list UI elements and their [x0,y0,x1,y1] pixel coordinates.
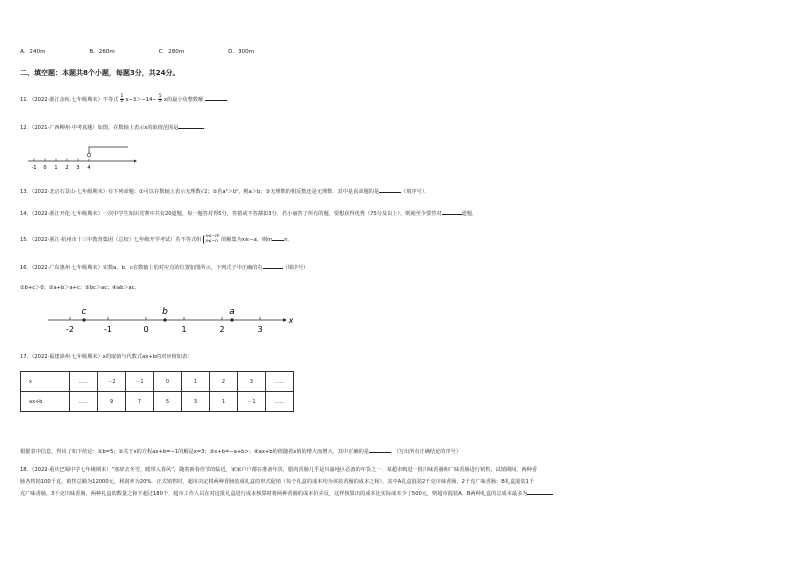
question-15: 15．（2022·浙江·杭州市十三中教育集团（总校）七年级开学考试）若不等式组 x≤−m x≤−n 的解集为x≤−a，则m n． [20,233,293,244]
question-18-line: 克广味香肠，3千克川味香肠，两种礼盒的数量之和不超过180个．超市工作人员在对这批礼盒进行成本核算时将两种香肠的成本价弄反，这样核算出的成本比实际成本少了500元，则超市混装A、B两种礼盒的总成本最多为 [20,488,772,500]
tick-label: 2 [219,325,225,334]
number-line-figure-1 [28,142,138,176]
question-17: 17．（2022·福建漳州·七年级期末）x的取值与代数式ax+b的对应值如表： [20,354,193,360]
table-cell: 0 [154,372,182,392]
tick-label: -2 [66,325,74,334]
table-cell: －2 [98,372,126,392]
section-title: 二、填空题：本题共8个小题，每题3分，共24分。 [20,69,180,77]
point-a [230,318,233,321]
table-cell: 1 [210,392,238,412]
question-18 [20,464,772,500]
table-cell: …… [266,372,294,392]
table-cell: 5 [154,392,182,412]
value-table [20,371,294,412]
question-11: 11．（2022·浙江余杭·七年级期末）不等式 $\frac{1}{2}$ x−3＞−14− $\frac{5}{2}$ x的最小负整数解 ． [20,93,233,104]
inequality-system: x≤−m x≤−n [203,235,219,244]
answer-blank[interactable] [272,234,284,241]
tick-label: 0 [43,165,47,171]
option-c: C．280m [158,49,185,55]
answer-blank[interactable] [527,488,553,495]
table-cell: …… [70,392,98,412]
point-c [82,318,85,321]
tick-label: 3 [257,325,263,334]
answer-blank[interactable] [369,446,391,453]
tick-label: 2 [65,165,69,171]
point-label-c: c [81,307,87,317]
tick-label: -1 [104,325,112,334]
answer-blank[interactable] [379,186,401,193]
question-17-conclusions: 根据表中信息，得出了如下结论：①b=5；②关于x的方程ax+b=−1的解是x=3；③x+b=−a+b>；④ax+b的值随着x值的增大而增大，其中正确的是 ．（写出所有正确结论的序号） [20,446,461,456]
tick-label: 1 [181,325,187,334]
question-14: 14．（2022·浙江开化·七年级期末）一次中学生知识竞赛中共有20道题，每一题答对得5分，答错或不答都扣3分．若小丽答了所有的题，要想获得优秀（75分及以上），则她至少要答对 道题． [20,208,477,218]
table-row [21,392,294,412]
fraction-five-halves: $\frac{5}{2}$ [158,93,162,104]
question-16-statements: ①b+c＞0；②a+b＞a+c；③bc＞ac；④ab＞ac． [20,285,140,291]
table-cell: x [21,372,70,392]
table-cell: 2 [210,372,238,392]
tick-label: 3 [76,165,80,171]
answer-blank[interactable] [205,94,227,101]
axis-label-x: x [288,316,294,325]
answer-blank[interactable] [263,262,283,269]
table-row [21,372,294,392]
table-cell: …… [70,372,98,392]
table-cell: 3 [238,372,266,392]
table-cell: 1 [182,372,210,392]
answer-options [20,48,296,56]
point-label-b: b [162,307,168,317]
tick-label: -1 [31,165,37,171]
table-cell: －1 [238,392,266,412]
question-18-line: 肠各售销100千克，销售总额为12000元，利润率为20%．正式销售时，超市决定将两种香肠装成礼盒的形式促销（每个礼盒的成本均为该装香肠的成本之和），其中A礼盒混装2千克川味香肠，2千克广味香肠；B礼盒混装1千 [20,479,535,485]
tick-label: 1 [54,165,58,171]
question-18-line: 18．（2022·重庆巴蜀中学七年级期末）“寒辞去冬雪，暖带入春风”，随着新春佳节的临近，家家户户都在准备年货，腊肉香肠几乎是川渝地区必备的年货之一．某超市购进一批川味香肠和广味香肠进行销售，试销期间，两种香 [20,467,538,473]
point-b [163,318,166,321]
table-cell: 3 [182,392,210,412]
table-cell: 7 [126,392,154,412]
point-label-a: a [229,307,235,317]
table-cell: －1 [126,372,154,392]
answer-blank[interactable] [442,208,462,215]
table-cell: ax+b [21,392,70,412]
open-circle-marker [87,153,91,157]
option-b: B．260m [89,49,115,55]
number-line-figure-2 [20,302,300,338]
table-cell: …… [266,392,294,412]
question-16: 16．（2022·广东惠州·七年级期末）实数a、b、c在数轴上的对应点的位置如图所示，下列式子中正确的有 （填序号） [20,262,308,272]
answer-blank[interactable] [178,122,204,129]
fraction-one-half: $\frac{1}{2}$ [120,93,124,104]
tick-label: 4 [87,165,91,171]
question-13: 13．（2022·北京石景山·七年级期末）有下列命题：①可以在数轴上表示无理数√2；②若a²＞b²，则a＞b；③无理数的相反数还是无理数．其中是真命题的是 （填序号）． [20,186,430,196]
question-12: 12．（2021·广西柳州·中考真题）如图，在数轴上表示x的取值范围是 ． [20,122,210,132]
option-a: A．240m [20,49,46,55]
option-d: D．300m [228,49,255,55]
tick-label: 0 [143,325,149,334]
table-cell: 9 [98,392,126,412]
